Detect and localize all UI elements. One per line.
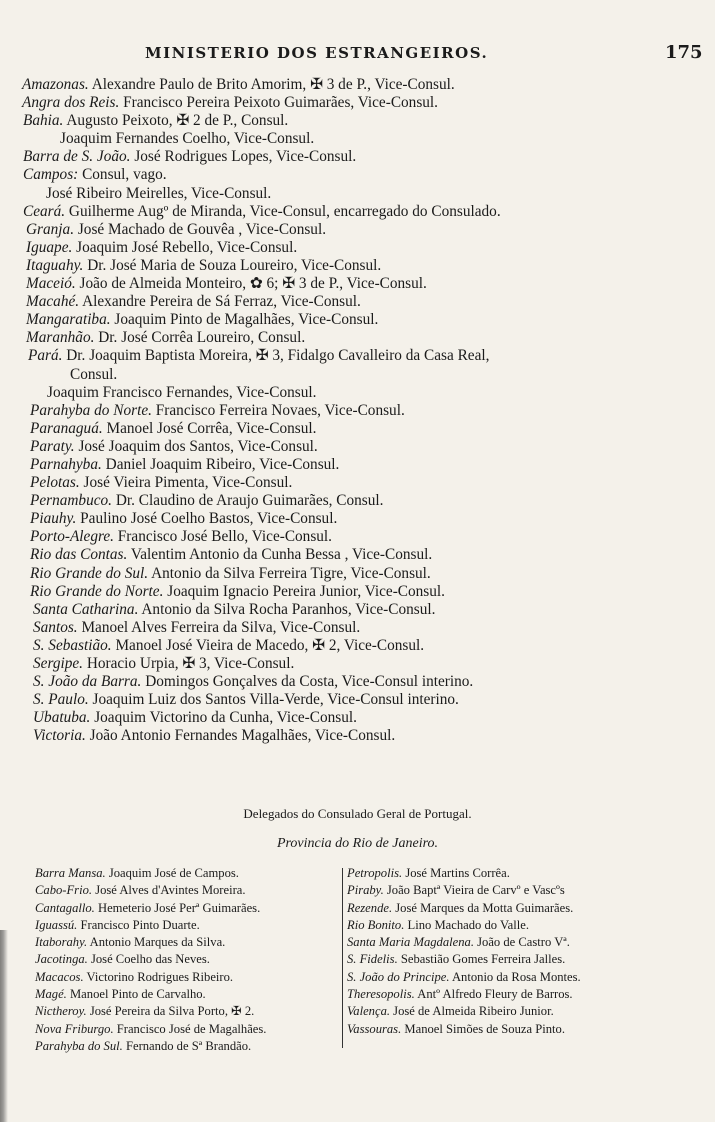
entry-place: Ubatuba. [33, 709, 91, 727]
delegado-entry [35, 986, 341, 1003]
delegado-entry [347, 917, 667, 934]
entry-place: Rio das Contas. [30, 546, 128, 564]
delegado-place: Nova Friburgo. [35, 1021, 114, 1036]
entry-text: Alexandre Pereira de Sá Ferraz, Vice-Consul. [82, 293, 361, 311]
delegado-entry [35, 1021, 341, 1038]
entry-text: Antonio da Silva Rocha Paranhos, Vice-Consul. [141, 600, 436, 618]
entry-text: Valentim Antonio da Cunha Bessa , Vice-Consul. [130, 546, 433, 564]
entry-place: Iguape. [26, 238, 73, 256]
column-divider [342, 868, 343, 1048]
delegado-place: Petropolis. [347, 866, 403, 880]
delegado-name: José Marques da Motta Guimarães. [395, 900, 574, 915]
entry-place: Pernambuco. [30, 492, 112, 510]
delegado-entry [347, 986, 667, 1003]
delegado-entry [347, 969, 667, 986]
page-number: 175 [665, 42, 703, 63]
delegado-name: José Pereira da Silva Porto, ✠ 2. [89, 1004, 255, 1019]
delegado-name: José Alves d'Avintes Moreira. [95, 883, 246, 898]
delegado-place: S. Fidelis. [347, 952, 398, 967]
entry-place: Piauhy. [30, 510, 77, 528]
scan-shadow [0, 930, 8, 1122]
consul-entry [0, 691, 715, 709]
consul-entry [0, 510, 715, 528]
delegado-name: Antonio da Rosa Montes. [451, 969, 581, 984]
entry-place: Granja. [26, 220, 75, 238]
entry-place: Santos. [33, 618, 78, 636]
entry-text: Manoel José Vieira de Macedo, ✠ 2, Vice-Consul. [115, 636, 425, 654]
delegado-place: Theresopolis. [347, 987, 415, 1002]
delegado-entry [35, 951, 341, 968]
delegado-entry [347, 1021, 667, 1038]
delegado-entry [35, 1003, 341, 1020]
consul-entry [0, 528, 715, 546]
entry-text: Consul. [70, 365, 118, 383]
delegado-name: Joaquim José de Campos. [108, 866, 239, 880]
consul-entry [0, 166, 715, 184]
entry-text: Augusto Peixoto, ✠ 2 de P., Consul. [66, 112, 289, 130]
entry-text: Joaquim Fernandes Coelho, Vice-Consul. [60, 130, 315, 148]
delegado-place: Rio Bonito. [347, 917, 405, 932]
entry-place: Pará. [28, 347, 63, 365]
entry-text: Domingos Gonçalves da Costa, Vice-Consul interino. [145, 673, 474, 691]
delegado-place: Barra Mansa. [35, 866, 106, 880]
entry-text: Consul, vago. [82, 166, 167, 184]
consul-entry [0, 185, 715, 203]
consul-entry [0, 438, 715, 456]
consul-entry [0, 402, 715, 420]
delegado-name: Manoel Pinto de Carvalho. [69, 987, 206, 1002]
consul-entry [0, 148, 715, 166]
entry-text: João Antonio Fernandes Magalhães, Vice-Consul. [89, 727, 396, 745]
delegado-name: Lino Machado do Valle. [407, 917, 530, 932]
consul-entry [0, 221, 715, 239]
delegado-place: Jacotinga. [35, 952, 88, 967]
consul-entry [0, 655, 715, 673]
delegado-entry [35, 1038, 341, 1055]
entry-place: Sergipe. [33, 655, 83, 672]
entry-place: Paranaguá. [30, 419, 103, 437]
entry-place: Campos: [23, 166, 79, 184]
delegado-name: Fernando de Sª Brandão. [125, 1038, 252, 1053]
delegado-name: Antonio Marques da Silva. [89, 935, 226, 950]
delegado-place: Piraby. [347, 883, 384, 898]
consul-entry [0, 293, 715, 311]
entry-place: Mangaratiba. [26, 311, 111, 329]
consul-entry [0, 130, 715, 148]
delegado-place: Itaborahy. [35, 935, 88, 950]
consul-entry [0, 203, 715, 221]
delegado-name: José Coelho das Neves. [90, 952, 210, 967]
entry-place: S. Paulo. [33, 691, 89, 709]
delegados-right-column [347, 865, 667, 1038]
entry-text: Joaquim Ignacio Pereira Junior, Vice-Consul. [167, 582, 445, 600]
page-header [0, 44, 715, 70]
delegado-place: Rezende. [347, 900, 393, 915]
consul-entry [0, 420, 715, 438]
delegado-name: Antº Alfredo Fleury de Barros. [417, 987, 573, 1002]
delegado-entry [35, 882, 341, 899]
entry-text: Paulino José Coelho Bastos, Vice-Consul. [80, 510, 338, 528]
delegado-name: Francisco Pinto Duarte. [80, 917, 200, 932]
entry-place: Victoria. [33, 727, 86, 745]
consul-entry [0, 384, 715, 402]
delegado-place: Vassouras. [347, 1021, 402, 1036]
consul-entry [0, 112, 715, 130]
consul-entry [0, 601, 715, 619]
entry-text: Manoel Alves Ferreira da Silva, Vice-Consul. [81, 618, 361, 636]
entry-text: Francisco José Bello, Vice-Consul. [117, 528, 332, 546]
consul-entry [0, 94, 715, 112]
entry-place: Parahyba do Norte. [30, 401, 152, 419]
entry-text: Francisco Pereira Peixoto Guimarães, Vice-Consul. [123, 94, 438, 112]
consul-entry [0, 275, 715, 293]
delegado-place: Nictheroy. [35, 1004, 87, 1019]
entry-place: Angra dos Reis. [22, 94, 120, 112]
delegado-entry [35, 917, 341, 934]
delegado-name: Francisco José de Magalhães. [116, 1021, 267, 1036]
consul-entry [0, 257, 715, 275]
delegado-place: Magé. [35, 987, 67, 1002]
entry-text: Alexandre Paulo de Brito Amorim, ✠ 3 de P., Vice-Consul. [91, 76, 455, 93]
delegado-entry [347, 865, 667, 882]
delegado-place: Macacos. [35, 969, 84, 984]
entry-place: Parnahyba. [30, 455, 102, 473]
entry-text: José Joaquim dos Santos, Vice-Consul. [78, 437, 318, 455]
page-title: MINISTERIO DOS ESTRANGEIROS. [145, 44, 489, 62]
consul-entry [0, 311, 715, 329]
entry-text: Guilherme Augº de Miranda, Vice-Consul, encarregado do Consulado. [68, 202, 501, 220]
entry-place: Porto-Alegre. [30, 528, 114, 546]
delegado-entry [347, 882, 667, 899]
delegado-entry [347, 934, 667, 951]
consul-entry [0, 583, 715, 601]
entry-text: Joaquim Luiz dos Santos Villa-Verde, Vice-Consul interino. [92, 691, 459, 709]
entry-place: S. João da Barra. [33, 673, 142, 691]
delegado-entry [347, 900, 667, 917]
entry-place: Santa Catharina. [33, 600, 139, 618]
consul-entry [0, 546, 715, 564]
delegado-place: Valença. [347, 1004, 391, 1019]
entry-text: Dr. Claudino de Araujo Guimarães, Consul. [115, 492, 384, 510]
entry-place: Ceará. [23, 202, 66, 220]
consul-entry [0, 76, 715, 94]
delegado-place: Iguassú. [35, 917, 78, 932]
delegado-entry [35, 865, 341, 882]
entry-text: Joaquim José Rebello, Vice-Consul. [76, 238, 298, 256]
delegado-name: José de Almeida Ribeiro Junior. [393, 1004, 554, 1019]
entry-text: José Rodrigues Lopes, Vice-Consul. [134, 148, 357, 166]
delegado-entry [35, 934, 341, 951]
consul-entry [0, 492, 715, 510]
entry-text: João de Almeida Monteiro, ✿ 6; ✠ 3 de P., Vice-Consul. [79, 275, 427, 293]
entry-place: Maranhão. [26, 329, 95, 347]
delegado-place: Parahyba do Sul. [35, 1038, 123, 1053]
delegado-name: Manoel Simões de Souza Pinto. [404, 1021, 565, 1036]
entry-text: José Ribeiro Meirelles, Vice-Consul. [46, 184, 272, 202]
delegado-place: Cabo-Frio. [35, 883, 93, 898]
delegado-entry [35, 969, 341, 986]
entry-place: Paraty. [30, 437, 75, 455]
entry-place: Bahia. [23, 112, 64, 130]
entry-place: Pelotas. [30, 474, 80, 492]
entry-place: S. Sebastião. [33, 636, 112, 654]
delegado-name: João Baptª Vieira de Carvº e Vascºs [386, 883, 565, 898]
consul-entry [0, 366, 715, 384]
delegado-place: Santa Maria Magdalena. [347, 935, 474, 950]
entry-text: Joaquim Francisco Fernandes, Vice-Consul. [47, 383, 317, 401]
entry-text: Horacio Urpia, ✠ 3, Vice-Consul. [86, 655, 295, 672]
delegado-entry [347, 1003, 667, 1020]
delegado-name: Sebastião Gomes Ferreira Jalles. [400, 952, 566, 967]
consul-list [0, 76, 715, 745]
delegado-entry [347, 951, 667, 968]
entry-text: Manoel José Corrêa, Vice-Consul. [106, 419, 317, 437]
delegado-entry [35, 900, 341, 917]
provincia-heading: Provincia do Rio de Janeiro. [276, 836, 439, 851]
entry-place: Itaguahy. [26, 256, 84, 274]
entry-text: Dr. José Corrêa Loureiro, Consul. [98, 329, 306, 347]
consul-entry [0, 474, 715, 492]
delegado-place: Cantagallo. [35, 900, 95, 915]
consul-entry [0, 565, 715, 583]
entry-place: Barra de S. João. [23, 148, 131, 166]
entry-text: Dr. José Maria de Souza Loureiro, Vice-Consul. [87, 256, 382, 274]
consul-entry [0, 239, 715, 257]
entry-place: Maceió. [26, 275, 76, 293]
entry-place: Rio Grande do Norte. [30, 582, 164, 600]
consul-entry [0, 727, 715, 745]
entry-text: Joaquim Victorino da Cunha, Vice-Consul. [94, 709, 357, 727]
consul-entry [0, 619, 715, 637]
delegado-name: João de Castro Vª. [477, 935, 570, 950]
consul-entry [0, 456, 715, 474]
entry-text: Dr. Joaquim Baptista Moreira, ✠ 3, Fidalgo Cavalleiro da Casa Real, [66, 347, 490, 365]
entry-text: José Machado de Gouvêa , Vice-Consul. [77, 220, 327, 238]
consul-entry [0, 637, 715, 655]
entry-text: Daniel Joaquim Ribeiro, Vice-Consul. [105, 455, 340, 473]
consul-entry [0, 709, 715, 727]
entry-place: Rio Grande do Sul. [30, 564, 149, 582]
entry-text: José Vieira Pimenta, Vice-Consul. [83, 474, 293, 492]
entry-text: Antonio da Silva Ferreira Tigre, Vice-Consul. [151, 564, 431, 582]
delegado-place: S. João do Principe. [347, 969, 450, 984]
entry-place: Amazonas. [22, 76, 89, 93]
entry-place: Macahé. [26, 293, 80, 311]
consul-entry [0, 329, 715, 347]
delegados-heading: Delegados do Consulado Geral de Portugal. [243, 806, 472, 821]
delegados-left-column [35, 865, 341, 1055]
entry-text: Francisco Ferreira Novaes, Vice-Consul. [155, 401, 405, 419]
delegado-name: Victorino Rodrigues Ribeiro. [86, 969, 234, 984]
delegado-name: José Martins Corrêa. [405, 866, 510, 880]
consul-entry [0, 673, 715, 691]
entry-text: Joaquim Pinto de Magalhães, Vice-Consul. [114, 311, 379, 329]
consul-entry [0, 347, 715, 365]
delegado-name: Hemeterio José Perª Guimarães. [97, 900, 261, 915]
